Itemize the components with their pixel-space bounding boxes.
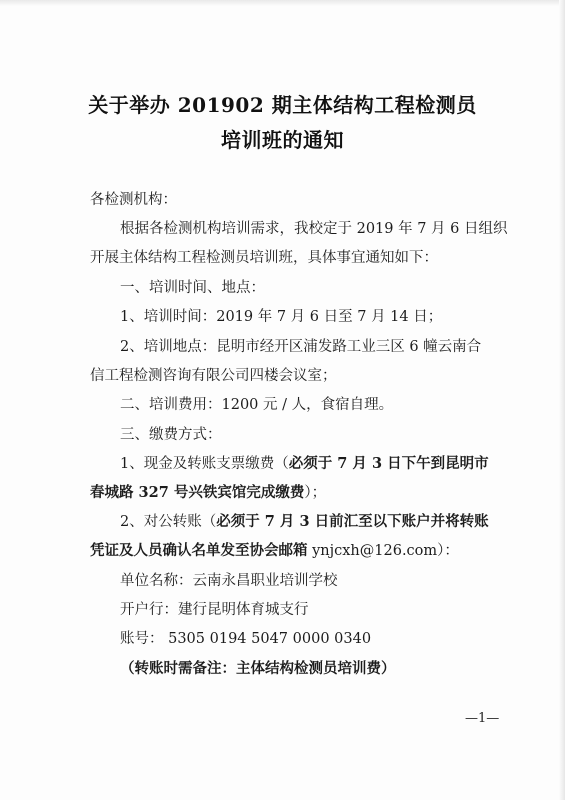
section2-fee: 二、培训费用：1200 元 / 人，食宿自理。 bbox=[120, 397, 394, 413]
transfer-remark: （转账时需备注：主体结构检测员培训费） bbox=[120, 660, 396, 677]
account-name: 单位名称：云南永昌职业培训学校 bbox=[120, 573, 338, 589]
payment-cash-line-1 bbox=[120, 454, 489, 474]
account-number: 账号： 5305 0194 5047 0000 0340 bbox=[120, 631, 372, 647]
item-training-location-line-2: 信工程检测咨询有限公司四楼会议室； bbox=[90, 368, 337, 384]
payment-transfer-instruction: 凭证及人员确认名单发至协会邮箱 bbox=[90, 542, 308, 559]
payment-transfer-prefix: 2、对公转账（ bbox=[120, 514, 217, 530]
title-line-1: 关于举办 201902 期主体结构工程检测员 bbox=[88, 93, 477, 117]
association-email: ynjcxh@126.com bbox=[307, 543, 438, 559]
salutation: 各检测机构： bbox=[90, 192, 177, 208]
bank-name: 开户行：建行昆明体育城支行 bbox=[120, 602, 309, 618]
payment-cash-place: 春城路 327 号兴铁宾馆完成缴费 bbox=[90, 484, 305, 501]
section1-heading: 一、培训时间、地点： bbox=[120, 280, 265, 296]
item-training-location-line-1: 2、培训地点：昆明市经开区浦发路工业三区 6 幢云南合 bbox=[120, 339, 482, 355]
payment-cash-suffix: ）； bbox=[304, 485, 327, 501]
page-right-shadow bbox=[559, 0, 565, 800]
payment-transfer-suffix: ）： bbox=[437, 543, 459, 559]
payment-transfer-line-2 bbox=[90, 541, 459, 561]
intro-line-2: 开展主体结构工程检测员培训班，具体事宜通知如下： bbox=[90, 250, 438, 266]
intro-line-1: 根据各检测机构培训需求，我校定于 2019 年 7 月 6 日组织 bbox=[120, 221, 508, 237]
payment-transfer-deadline: 必须于 7 月 3 日前汇至以下账户并将转账 bbox=[216, 513, 489, 530]
payment-cash-line-2 bbox=[90, 483, 326, 503]
item-training-time: 1、培训时间：2019 年 7 月 6 日至 7 月 14 日； bbox=[120, 309, 443, 325]
title-line-2: 培训班的通知 bbox=[221, 128, 344, 152]
payment-transfer-line-1 bbox=[120, 512, 489, 532]
page-number: —1— bbox=[465, 711, 500, 726]
section3-heading: 三、缴费方式： bbox=[120, 427, 222, 443]
payment-cash-prefix: 1、现金及转账支票缴费（ bbox=[120, 456, 289, 472]
page-top-shadow bbox=[0, 0, 565, 6]
payment-cash-deadline: 必须于 7 月 3 日下午到昆明市 bbox=[288, 455, 489, 472]
